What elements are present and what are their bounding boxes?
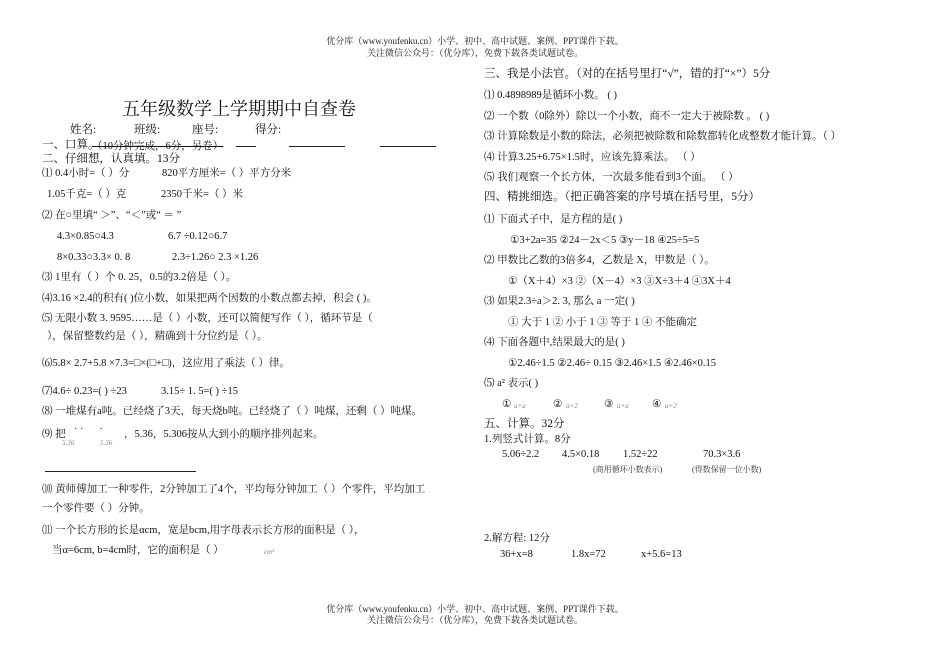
footer-line-2: 关注微信公众号：（优分库），免费下载各类试题试卷。 xyxy=(366,615,583,625)
question-10a: ⑽ 黄师傅加工一种零件，2分钟加工了4个，平均每分钟加工（ ）个零件，平均加工 xyxy=(42,484,426,495)
score-label: 得分: xyxy=(255,124,282,136)
calc-note-2: (得数保留一位小数) xyxy=(692,465,762,474)
question-1a: ⑴ 0.4小时=（ ）分 xyxy=(42,168,130,179)
section-2-heading: 二、仔细想，认真填。13分 xyxy=(42,153,180,165)
judge-3: ⑶ 计算除数是小数的除法，必须把被除数和除数都转化成整数才能计算。（ ） xyxy=(484,131,841,142)
calc-part-1: 1.列竖式计算。8分 xyxy=(484,434,571,445)
choice-5-label-3: ③ xyxy=(604,399,614,410)
calc-item-3: 1.52÷22 xyxy=(623,449,658,460)
question-2d: 2.3÷1.26○ 2.3 ×1.26 xyxy=(172,252,259,263)
choice-5-label-4: ④ xyxy=(652,399,662,410)
question-1b: 820平方厘米=（ ）平方分米 xyxy=(162,168,292,179)
section-4-heading: 四、精挑细选。（把正确答案的序号填在括号里，5分） xyxy=(484,191,760,203)
question-3: ⑶ 1里有（ ）个 0. 25，0.5的3.2倍是（ ）。 xyxy=(42,272,237,283)
area-unit: cm² xyxy=(264,548,275,556)
equation-1: 36+x=8 xyxy=(500,549,533,560)
repeating-dots: · · · xyxy=(74,424,103,435)
section-3-heading: 三、我是小法官。（对的在括号里打“√”，错的打“×”）5分 xyxy=(484,68,771,80)
choice-3: ⑶ 如果2.3÷a＞2. 3, 那么 a 一定( ) xyxy=(484,296,635,307)
underline xyxy=(380,146,436,147)
question-5b: ），保留整数约是（ ），精确到十分位约是（ ）。 xyxy=(47,331,268,342)
calc-item-2: 4.5×0.18 xyxy=(562,449,600,460)
question-5a: ⑸ 无限小数 3. 9595……是（ ）小数，还可以简便写作（ ），循环节是（ xyxy=(42,313,373,324)
name-label: 姓名: xyxy=(70,124,97,136)
choice-5: ⑸ a² 表示( ) xyxy=(484,378,539,389)
question-2c: 8×0.33○3.3× 0. 8 xyxy=(57,252,131,263)
exam-title: 五年级数学上学期期中自查卷 xyxy=(122,99,356,119)
question-7b: 3.15÷ 1. 5=( ) ÷15 xyxy=(161,386,238,397)
choice-4: ⑷ 下面各题中,结果最大的是( ) xyxy=(484,337,625,348)
question-2: ⑵ 在○里填“ ＞”、“＜”或“ ＝ ” xyxy=(42,210,182,221)
choice-1-options: ①3+2a=35 ②24－2x＜5 ③y－18 ④25÷5=5 xyxy=(510,235,700,246)
header-line-2: 关注微信公众号：（优分库），免费下载各类试题试卷。 xyxy=(366,48,583,58)
equation-3: x+5.6=13 xyxy=(641,549,682,560)
choice-5-option-3: a×a xyxy=(617,402,629,410)
underline xyxy=(236,146,256,147)
section-5-heading: 五、计算。32分 xyxy=(484,418,565,430)
section-1-note: （10分钟完成，6分，另卷） xyxy=(92,141,224,152)
question-9-prefix: ⑼ 把 xyxy=(42,429,66,440)
calc-part-2: 2.解方程: 12分 xyxy=(484,533,550,544)
answer-line xyxy=(45,471,196,472)
question-10b: 一个零件要（ ）分钟。 xyxy=(42,503,150,514)
faint-decimal-1: 5.36 xyxy=(62,439,75,447)
choice-5-label-1: ① xyxy=(502,399,512,410)
choice-4-options: ①2.46÷1.5 ②2.46÷ 0.15 ③2.46×1.5 ④2.46×0.15 xyxy=(508,358,717,369)
question-4: ⑷3.16 ×2.4的积有( )位小数，如果把两个因数的小数点都去掉，积会 ( )。 xyxy=(42,293,377,304)
judge-1: ⑴ 0.4898989是循环小数。 ( ) xyxy=(484,90,617,101)
choice-5-option-1: a+a xyxy=(514,402,526,410)
choice-2: ⑵ 甲数比乙数的3倍多4，乙数是 X，甲数是（ ）。 xyxy=(484,255,715,266)
question-11a: ⑾ 一个长方形的长是αcm，宽是bcm,用字母表示长方形的面积是（ ）， xyxy=(42,525,365,536)
seat-label: 座号: xyxy=(192,124,219,136)
equation-2: 1.8x=72 xyxy=(571,549,606,560)
question-6: ⑹5.8× 2.7+5.8 ×7.3=□×(□+□)，这应用了乘法（ ）律。 xyxy=(42,358,290,369)
calc-item-4: 70.3×3.6 xyxy=(703,449,741,460)
question-8: ⑻ 一堆煤有a吨。已经烧了3天，每天烧b吨。已经烧了（ ）吨煤，还剩（ ）吨煤。 xyxy=(42,406,423,417)
question-1c: 1.05千克=（ ）克 xyxy=(47,189,127,200)
underline xyxy=(289,146,345,147)
question-1d: 2350千米=（ ）米 xyxy=(161,189,244,200)
judge-4: ⑷ 计算3.25+6.75×1.5时，应该先算乘法。 （ ） xyxy=(484,152,701,163)
question-11b: 当α=6cm, b=4cm时，它的面积是（ ） xyxy=(52,545,224,556)
section-1-heading: 一、口算。 xyxy=(42,139,100,151)
question-2a: 4.3×0.85○4.3 xyxy=(57,231,114,242)
faint-decimal-2: 5.36 xyxy=(100,439,113,447)
choice-5-option-4: a+2 xyxy=(665,402,677,410)
choice-5-label-2: ② xyxy=(553,399,563,410)
choice-3-options: ① 大于 1 ② 小于 1 ③ 等于 1 ④ 不能确定 xyxy=(508,317,697,328)
header-line-1: 优分库（www.youfenku.cn）小学、初中、高中试题、案例、PPT课件下载。 xyxy=(326,36,624,46)
calc-item-1: 5.06÷2.2 xyxy=(502,449,540,460)
question-9: ，5.36，5.306按从大到小的顺序排列起来。 xyxy=(124,429,324,440)
calc-note-1: (商用循环小数表示) xyxy=(593,465,663,474)
class-label: 班级: xyxy=(134,124,161,136)
choice-1: ⑴ 下面式子中，是方程的是( ) xyxy=(484,214,623,225)
question-7a: ⑺4.6÷ 0.23=( ) ÷23 xyxy=(42,386,127,397)
footer-line-1: 优分库（www.youfenku.cn）小学、初中、高中试题、案例、PPT课件下载。 xyxy=(326,604,624,614)
choice-5-option-2: a×2 xyxy=(566,402,578,410)
question-2b: 6.7 ÷0.12○6.7 xyxy=(168,231,228,242)
judge-2: ⑵ 一个数（0除外）除以一个小数，商不一定大于被除数 。 ( ) xyxy=(484,111,770,122)
choice-2-options: ①（X＋4）×3 ②（X－4）×3 ③X÷3＋4 ④3X＋4 xyxy=(508,276,731,287)
judge-5: ⑸ 我们观察一个长方体，一次最多能看到3个面。 （ ） xyxy=(484,172,739,183)
